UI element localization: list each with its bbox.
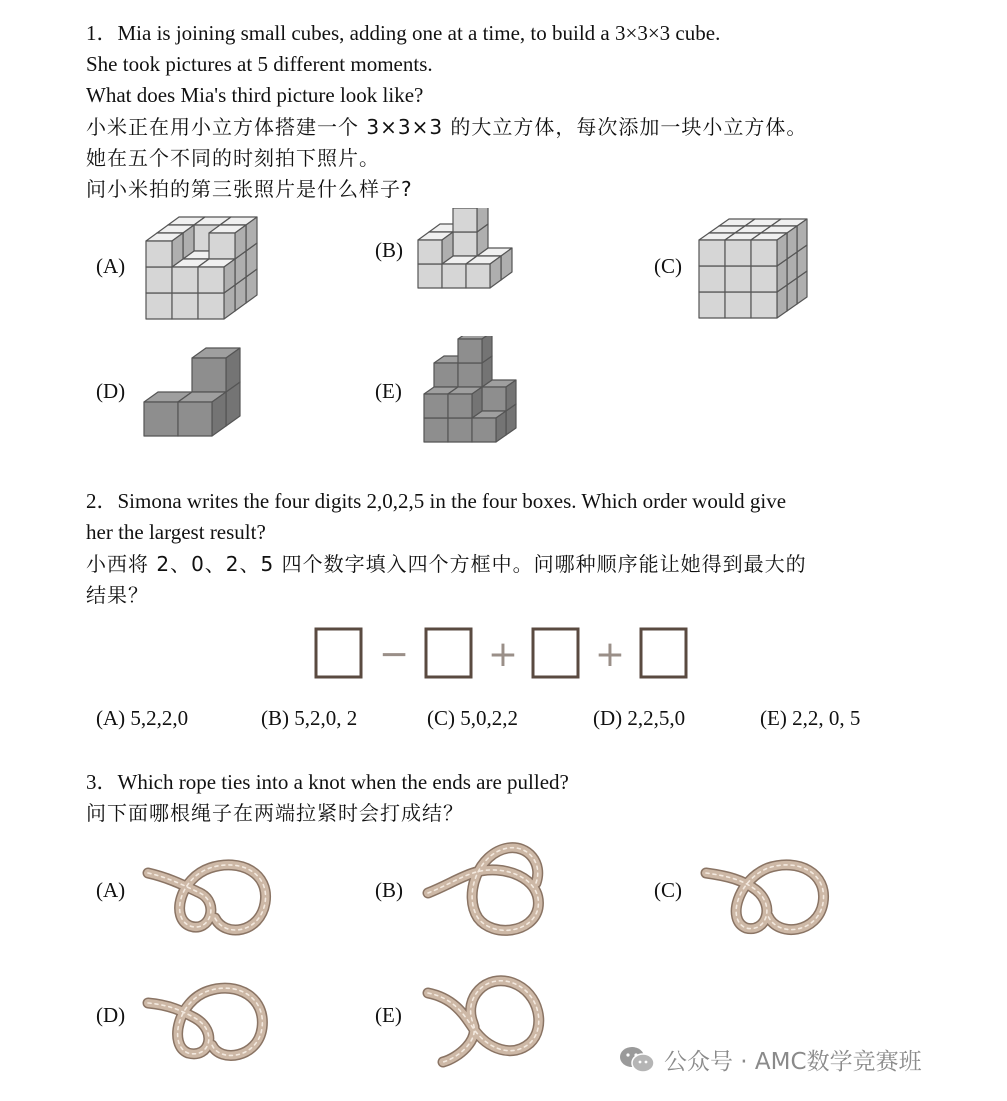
q2-answer-b: (B) 5,2,0, 2 (261, 706, 358, 730)
boxes-expression (310, 624, 700, 684)
cube-figure-c (693, 212, 813, 322)
q3-option-e-label: (E) (375, 1003, 402, 1027)
answer-box-1 (316, 629, 361, 677)
q2-answer-e: (E) 2,2, 0, 5 (760, 706, 861, 730)
q2-line-3: 小西将 2、0、2、5 四个数字填入四个方框中。问哪种顺序能让她得到最大的 (86, 552, 807, 576)
q1-option-a-label: (A) (96, 254, 126, 278)
q3-line-2: 问下面哪根绳子在两端拉紧时会打成结？ (86, 801, 464, 825)
q3-option-c-label: (C) (654, 878, 682, 902)
q1-option-b-label: (B) (375, 238, 403, 262)
q3-option-d-label: (D) (96, 1003, 126, 1027)
q3-option-a-label: (A) (96, 878, 126, 902)
q3-option-b-label: (B) (375, 878, 403, 902)
rope-figure-e (418, 958, 553, 1068)
watermark-text: 公众号 · AMC数学竞赛班 (664, 1049, 922, 1075)
rope-figure-b (418, 833, 553, 943)
rope-figure-c (698, 838, 833, 943)
q2-line-1: 2．Simona writes the four digits 2,0,2,5 in the four boxes. Which order would give (86, 489, 787, 513)
cube-figure-d (140, 342, 250, 440)
q2-answer-d: (D) 2,2,5,0 (593, 706, 686, 730)
q1-option-e-label: (E) (375, 379, 402, 403)
answer-box-4 (641, 629, 686, 677)
operator-minus: − (378, 634, 410, 675)
q1-option-c-label: (C) (654, 254, 682, 278)
rope-figure-d (140, 963, 270, 1068)
watermark (618, 1043, 922, 1076)
wechat-icon (618, 1045, 656, 1075)
cube-figure-a (140, 215, 265, 325)
q1-option-d-label: (D) (96, 379, 126, 403)
q3-line-1: 3．Which rope ties into a knot when the ends are pulled? (86, 770, 569, 794)
operator-plus-2: + (594, 634, 626, 675)
q2-line-2: her the largest result? (86, 520, 266, 544)
cube-figure-b (412, 208, 542, 293)
q1-line-1: 1．Mia is joining small cubes, adding one at a time, to build a 3×3×3 cube. (86, 21, 721, 45)
q1-line-2: She took pictures at 5 different moments. (86, 52, 433, 76)
q1-line-6: 问小米拍的第三张照片是什么样子? (86, 177, 413, 201)
q1-line-5: 她在五个不同的时刻拍下照片。 (86, 146, 380, 170)
answer-box-2 (426, 629, 471, 677)
q2-answer-a: (A) 5,2,2,0 (96, 706, 189, 730)
cube-figure-e (418, 336, 540, 446)
answer-box-3 (533, 629, 578, 677)
q2-answer-c: (C) 5,0,2,2 (427, 706, 518, 730)
operator-plus-1: + (487, 634, 519, 675)
q2-line-4: 结果？ (86, 583, 149, 607)
rope-figure-a (140, 838, 275, 943)
q1-line-3: What does Mia's third picture look like? (86, 83, 424, 107)
q1-line-4: 小米正在用小立方体搭建一个 3×3×3 的大立方体，每次添加一块小立方体。 (86, 115, 808, 139)
